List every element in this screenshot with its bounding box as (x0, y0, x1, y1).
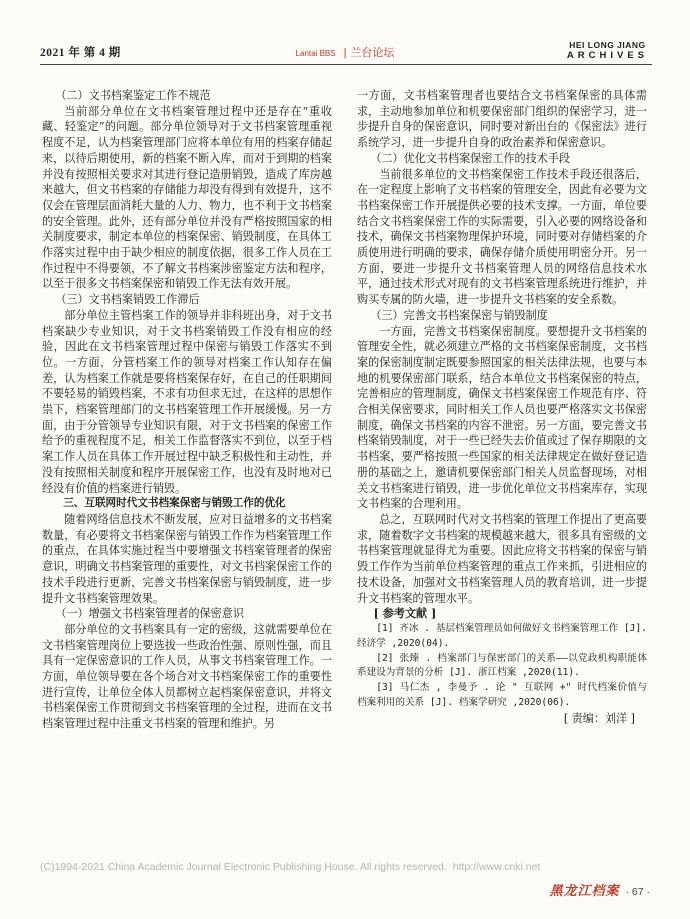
reference-item: [1] 齐冰 . 基层档案管理员如何做好文书档案管理工作 [J]. 经济学 ,2020(04). (357, 622, 647, 649)
subsection-heading: （三）文书档案销毁工作滞后 (55, 293, 200, 307)
paragraph: 当前部分单位在文书档案管理过程中还是存在“重收藏、轻鉴定”的问题。部分单位领导对于文书档案管理重视程度不足，认为档案管理部门应将本单位有用的档案存储起来，以待后期使用，新的档案不断入库，而对于到期的档案并没有按照相关要求对其进行登记造册销毁，造成了库房越来越大，但文书档案的存储能力却没有得到有效提升，这不仅会在管理层面消耗大量的人力、物力，也不利于文书档案的安全管理。此外，还有部分单位并没有严格按照国家的相关制度要求，制定本单位的档案保密、销毁制度，在具体工作落实过程中由于缺少相应的制度依据，很多工作人员在工作过程中不得要领，不了解文书档案涉密鉴定方法和程序，以至于很多文书档案保密和销毁工作无法有效开展。 (42, 104, 332, 291)
references-heading: [ 参考文献 ] (373, 607, 437, 621)
journal-name (567, 40, 648, 61)
header-rule (40, 64, 652, 65)
reference-item: [2] 张臻 . 档案部门与保密部门的关系——以党政机构职能体系建设为背景的分析 [J]. 浙江档案 ,2020(11). (357, 652, 647, 679)
copyright-footer (40, 861, 540, 873)
paragraph: 随着网络信息技术不断发展，应对日益增多的文书档案数量，有必要将文书档案保密与销毁工作作为档案管理工作的重点，在具体实施过程当中要增强文书档案管理者的保密意识，明确文书档案管理的重要性，对文书档案保密工作的技术手段进行更新，完善文书档案保密与销毁制度，进一步提升文书档案管理效果。 (42, 512, 332, 605)
page-number: · 67 · (625, 886, 650, 898)
paragraph: 部分单位主管档案工作的领导并非科班出身，对于文书档案缺少专业知识，对于文书档案销毁工作没有相应的经验，因此在文书档案管理过程中保密与销毁工作落实不到位。一方面，分管档案工作的领导对档案工作认知存在偏差，认为档案工作就是要将档案保存好，在自己的任职期间不要轻易的销毁档案，不求有功但求无过，在这样的思想作祟下，档案管理部门的文书档案管理工作开展缓慢。另一方面，由于分管领导专业知识有限，对于文书档案的保密工作给予的重视程度不足，相关工作监督落实不到位，以至于档案工作人员在具体工作开展过程中缺乏积极性和主动性，并没有按照相关制度和程序开展保密工作，也没有及时地对已经没有价值的档案进行销毁。 (42, 308, 332, 495)
journal-logo: 黑龙江档案 (549, 884, 620, 899)
paragraph: 总之，互联网时代对文书档案的管理工作提出了更高要求，随着数字文书档案的规模越来越大，很多具有密级的文书档案管理就显得尤为重要。因此应将文书档案的保密与销毁工作作为当前单位档案管理的重点工作来抓，引进相应的技术设备，加强对文书档案管理人员的教育培训，进一步提升文书档案的管理水平。 (357, 512, 647, 605)
editor-note: [ 责编：刘洋 ] (563, 711, 635, 725)
issue-label: 2021 年 第 4 期 (40, 47, 121, 59)
right-column (357, 88, 647, 726)
subsection-heading: （一）增强文书档案管理者的保密意识 (55, 607, 244, 621)
cnki-url: http://www.cnki.net (452, 861, 541, 873)
paragraph: 一方面，完善文书档案保密制度。要想提升文书档案的管理安全性，就必须建立严格的文书档案保密制度，文书档案的保密制度制定既要参照国家的相关法律法规，也要与本地的机要保密部门联系，结合本单位文书档案保密的特点，完善相应的管理制度，确保文书档案保密工作规范有序、符合相关保密要求，同时相关工作人员也要严格落实文书保密制度，确保文书档案的内容不泄密。另一方面，要完善文书档案销毁制度，对于一些已经失去价值或过了保存期限的文书档案，要严格按照一些国家的相关法律规定在做好登记造册的基础之上，邀请机要保密部门相关人员监督现场，对相关文书档案进行销毁，进一步优化单位文书档案库存，实现文书档案的合理利用。 (357, 324, 647, 511)
forum-title: 兰台论坛 (350, 47, 395, 59)
paragraph-continued: 一方面，文书档案管理者也要结合文书档案保密的具体需求，主动地参加单位和机要保密部门组织的保密学习，进一步提升自身的保密意识，同时要对新出台的《保密法》进行系统学习，进一步提升自身的政治素养和保密意识。 (357, 89, 647, 150)
subsection-heading: （二）文书档案鉴定工作不规范 (55, 89, 211, 102)
journal-name-line1: HEI LONG JIANG (569, 40, 646, 50)
page-header (0, 0, 690, 64)
copyright-text: (C)1994-2021 China Academic Journal Electronic Publishing House. All rights reserved. (40, 861, 447, 873)
subsection-heading: （二）优化文书档案保密工作的技术手段 (370, 151, 571, 165)
journal-name-line2: ARCHIVES (566, 50, 648, 61)
left-column (42, 88, 332, 732)
forum-separator: | (343, 47, 347, 59)
subsection-heading: （三）完善文书档案保密与销毁制度 (370, 308, 548, 322)
paragraph: 当前很多单位的文书档案保密工作技术手段还很落后，在一定程度上影响了文书档案的管理安全，因此有必要为文书档案保密工作开展提供必要的技术支撑。一方面，单位要结合文书档案保密工作的实际需要，引入必要的网络设备和技术，确保文书档案物理保护环境，同时要对存储档案的介质使用进行明确的要求，确保存储介质使用明密分开。另一方面，要进一步提升文书档案管理人员的网络信息技术水平，通过技术形式对现有的文书档案管理系统进行维护，并购买专属的防火墙，进一步提升文书档案的安全系数。 (357, 167, 647, 307)
section-heading: 三、互联网时代文书档案保密与销毁工作的优化 (63, 497, 286, 510)
reference-item: [3] 马仁杰 , 李曼予 . 论 " 互联网 +" 时代档案价值与档案利用的关系 [J]. 档案学研究 ,2020(06). (357, 682, 647, 708)
forum-bbs: Lantai BBS (295, 49, 336, 58)
paragraph: 部分单位的文书档案具有一定的密级，这就需要单位在文书档案管理岗位上要选拔一些政治性强、原则性强，而且具有一定保密意识的工作人员，从事文书档案管理工作。一方面，单位领导要在各个场合对文书档案保密工作的重要性进行宣传，让单位全体人员都树立起档案保密意识，并将文书档案保密工作贯彻到文书档案管理的全过程，进而在文书档案管理过程中注重文书档案的管理和维护。另 (42, 622, 332, 731)
page-footer (549, 880, 650, 899)
